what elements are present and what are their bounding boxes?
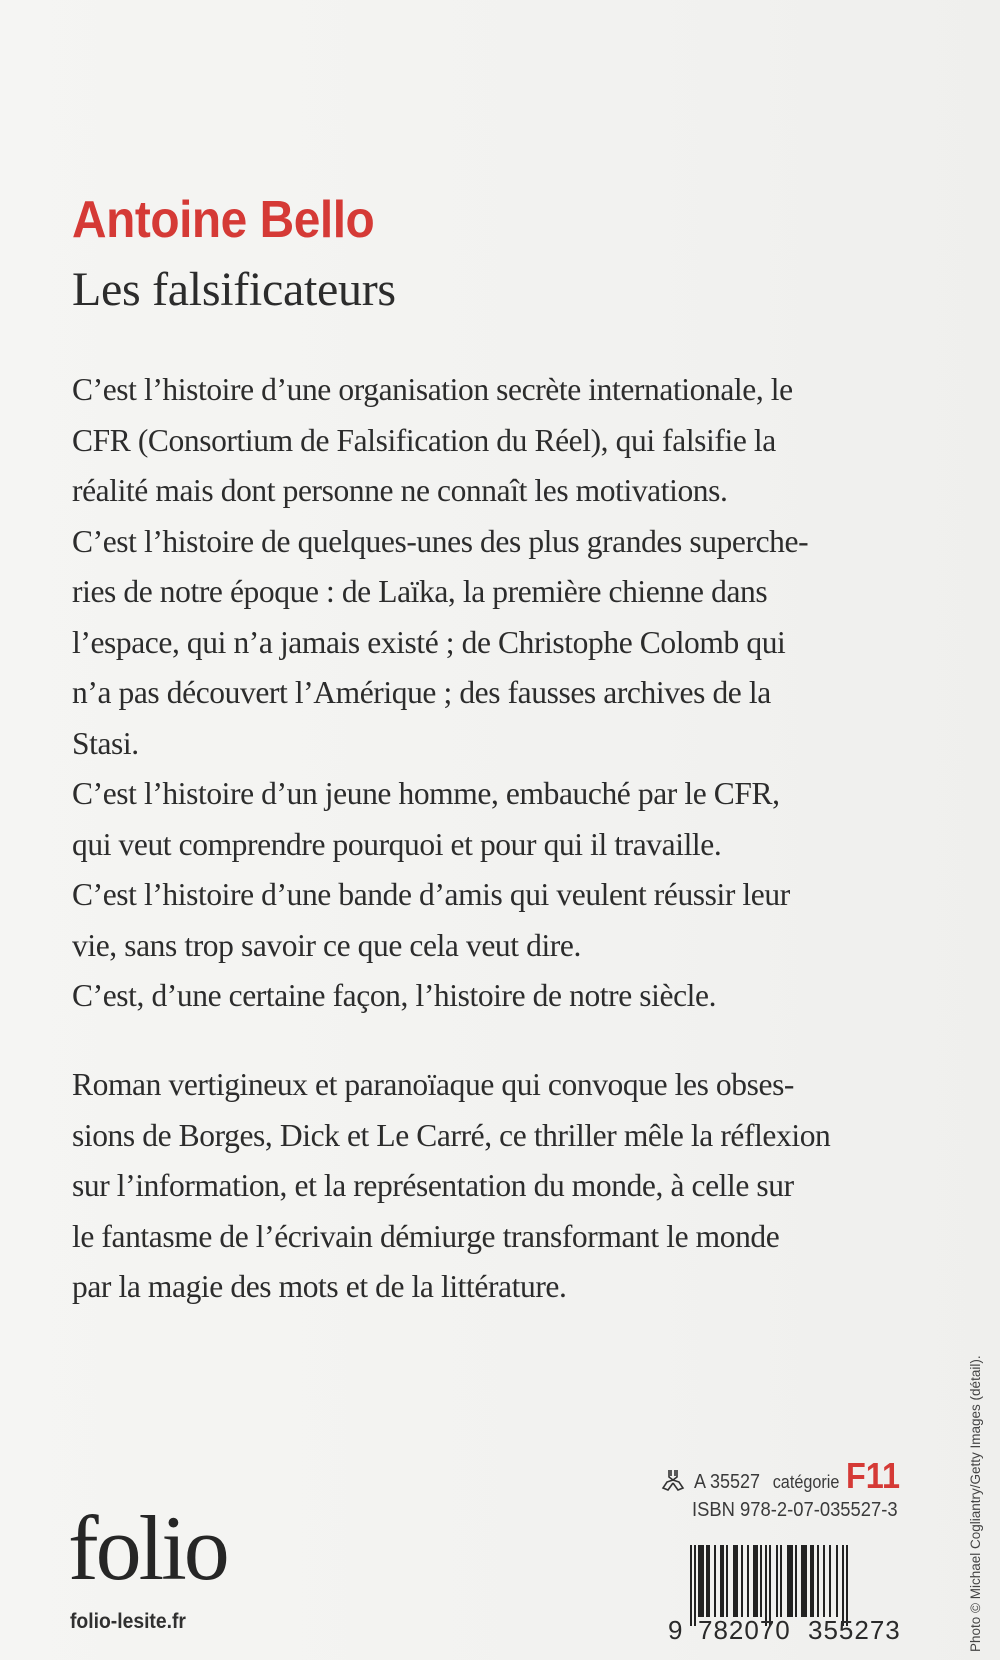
blurb-line: C’est, d’une certaine façon, l’histoire de notre siècle.	[72, 978, 717, 1013]
collection-number: A 35527	[694, 1471, 761, 1493]
ean-barcode	[668, 1545, 918, 1645]
book-title: Les falsificateurs	[72, 263, 396, 316]
category-label: catégorie	[773, 1472, 840, 1492]
blurb-line: qui veut comprendre pourquoi et pour qui il travaille.	[72, 826, 722, 862]
folio-logo: folio	[68, 1497, 227, 1599]
blurb-paragraph-2	[72, 1060, 912, 1313]
blurb-line: Roman vertigineux et paranoïaque qui convoque les obses-	[72, 1067, 795, 1102]
publisher-website: folio-lesite.fr	[70, 1610, 186, 1633]
folio-trefoil-icon	[660, 1468, 686, 1492]
blurb-line: le fantasme de l’écrivain démiurge transformant le monde	[72, 1218, 780, 1254]
blurb-line: Stasi.	[72, 725, 139, 761]
blurb-line: ries de notre époque : de Laïka, la première chienne dans	[72, 574, 768, 609]
barcode-bars	[690, 1545, 912, 1617]
barcode-digits: 9 782070 355273	[668, 1615, 901, 1645]
blurb-line: sions de Borges, Dick et Le Carré, ce thriller mêle la réflexion	[72, 1117, 831, 1153]
blurb-line: C’est l’histoire d’un jeune homme, embauché par le CFR,	[72, 776, 780, 811]
blurb-line: réalité mais dont personne ne connaît les motivations.	[72, 473, 728, 508]
blurb-line: C’est l’histoire d’une bande d’amis qui veulent réussir leur	[72, 877, 790, 912]
blurb-line: vie, sans trop savoir ce que cela veut dire.	[72, 927, 581, 963]
blurb-line: sur l’information, et la représentation du monde, à celle sur	[72, 1168, 794, 1203]
blurb-line: par la magie des mots et de la littérature.	[72, 1269, 567, 1304]
blurb-line: n’a pas découvert l’Amérique ; des fausses archives de la	[72, 675, 771, 710]
catalog-info	[660, 1455, 910, 1522]
category-code: F11	[846, 1455, 901, 1496]
blurb-line: C’est l’histoire de quelques-unes des plus grandes superche-	[72, 523, 809, 559]
isbn: ISBN 978-2-07-035527-3	[692, 1499, 898, 1521]
blurb-line: l’espace, qui n’a jamais existé ; de Christophe Colomb qui	[72, 624, 786, 660]
author-name: Antoine Bello	[72, 191, 375, 249]
blurb-line: C’est l’histoire d’une organisation secrète internationale, le	[72, 372, 793, 407]
blurb-paragraph-1	[72, 365, 912, 1022]
blurb-line: CFR (Consortium de Falsification du Réel), qui falsifie la	[72, 422, 776, 458]
photo-credit: Photo © Michael Cogliantry/Getty Images (détail).	[968, 1355, 983, 1652]
